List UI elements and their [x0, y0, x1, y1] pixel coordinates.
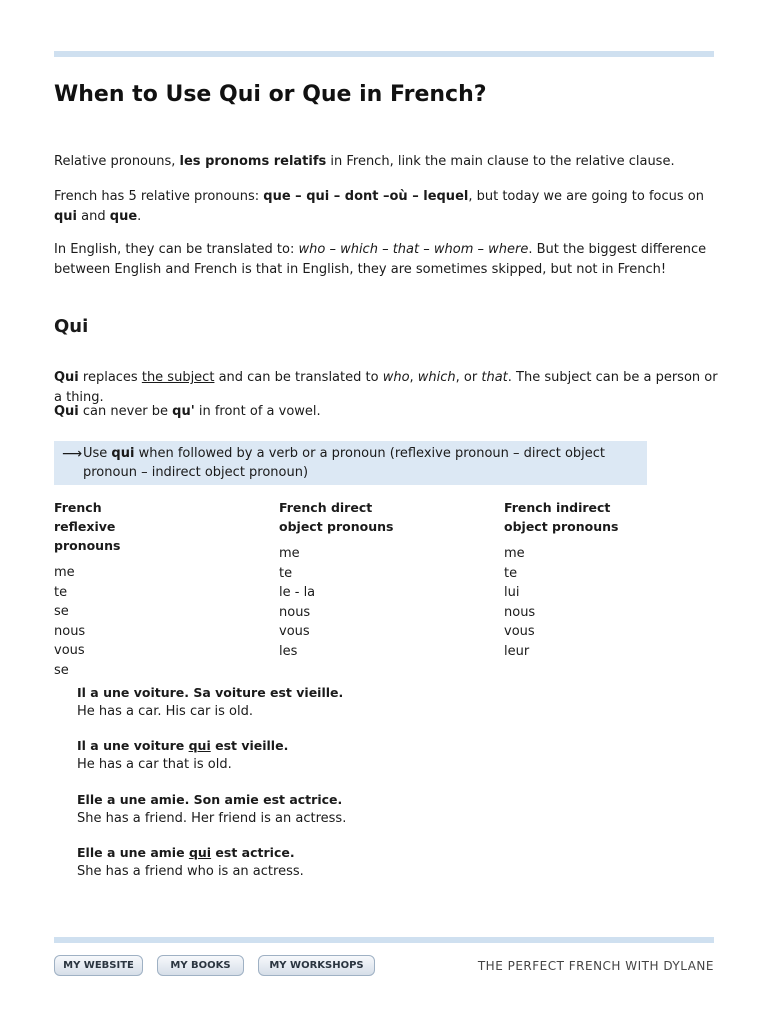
text: French has 5 relative pronouns: [54, 189, 264, 204]
term-qui: Qui [54, 404, 79, 419]
term-que: que [109, 209, 138, 224]
list-item: lui [504, 585, 520, 600]
list-item: vous [504, 624, 535, 639]
example-english: He has a car that is old. [77, 757, 232, 772]
list-item: nous [504, 604, 536, 620]
text: . But the biggest difference between English and French is that in English, they are sometimes skipped, but not in French! [54, 242, 707, 277]
example-french [77, 683, 677, 702]
text: in front of a vowel. [194, 404, 321, 419]
callout-text [83, 444, 639, 482]
qui-paragraph-2 [54, 402, 719, 422]
text: Il a une voiture [77, 738, 189, 753]
english-translations: who – which – that – whom – where [298, 242, 529, 257]
list-item: me [279, 546, 300, 561]
list-item: nous [279, 604, 311, 620]
text: est vieille. [210, 738, 289, 753]
text: Use [83, 446, 112, 461]
example-english: She has a friend who is an actress. [77, 864, 304, 879]
footer-divider [54, 937, 714, 943]
text: est actrice. [211, 845, 295, 860]
term-les-pronoms-relatifs: les pronoms relatifs [179, 154, 327, 169]
usage-callout [54, 441, 647, 485]
word-that: that [481, 370, 508, 385]
underlined-qui: qui [188, 845, 212, 860]
example-french [77, 790, 677, 809]
column-header: French direct object pronouns [279, 500, 394, 534]
page-title: When to Use Qui or Que in French? [54, 82, 487, 107]
column-header: French reflexive pronouns [54, 500, 121, 553]
text: and can be translated to [214, 370, 383, 385]
list-item: nous [54, 623, 86, 639]
list-item: leur [504, 643, 530, 659]
arrow-right-icon: ⟶ [62, 446, 83, 462]
section-title-qui: Qui [54, 316, 89, 337]
pronoun-list [54, 563, 264, 680]
text: , but today we are going to focus on [468, 189, 704, 204]
column-header: French indirect object pronouns [504, 500, 619, 534]
list-item: me [54, 565, 75, 580]
intro-paragraph-3 [54, 240, 719, 280]
list-item: te [54, 584, 68, 600]
example-french [77, 843, 677, 862]
my-workshops-button[interactable]: MY WORKSHOPS [258, 955, 375, 976]
list-item: se [54, 662, 69, 678]
example-3 [77, 790, 677, 828]
my-website-button[interactable]: MY WEBSITE [54, 955, 143, 976]
text: replaces [78, 370, 142, 385]
pronoun-list [279, 544, 489, 661]
list-item: vous [279, 624, 310, 639]
example-1 [77, 683, 677, 721]
text: when followed by a verb or a pronoun (reflexive pronoun – direct object pronoun – indirect object pronoun) [83, 446, 606, 480]
example-english: She has a friend. Her friend is an actress. [77, 811, 347, 826]
text: Il a une voiture. Sa voiture est vieille. [77, 685, 344, 700]
header-divider [54, 51, 714, 57]
text: Elle a une amie. Son amie est actrice. [77, 792, 343, 807]
underlined-qui: qui [188, 738, 211, 753]
list-item: vous [54, 643, 85, 658]
text: Elle a une amie [77, 845, 189, 860]
direct-object-pronouns-column [279, 498, 489, 661]
term-qui: Qui [54, 370, 79, 385]
term-qu-apostrophe: qu' [172, 404, 195, 419]
intro-paragraph-1 [54, 152, 719, 172]
pronoun-list: que – qui – dont –où – lequel [263, 189, 469, 204]
text: , [409, 370, 418, 385]
reflexive-pronouns-column [54, 498, 264, 680]
text: . The subject can be a person or a thing. [54, 370, 718, 405]
text: Relative pronouns, [54, 154, 180, 169]
list-item: te [279, 565, 293, 581]
text: In English, they can be translated to: [54, 242, 299, 257]
text: in French, link the main clause to the relative clause. [326, 154, 675, 169]
list-item: le - la [279, 585, 316, 600]
pronoun-list [504, 544, 714, 661]
word-which: which [417, 370, 456, 385]
footer-brand: THE PERFECT FRENCH WITH DYLANE [477, 959, 714, 973]
example-english: He has a car. His car is old. [77, 704, 253, 719]
word-who: who [382, 370, 410, 385]
text: . [137, 209, 142, 224]
list-item: me [504, 546, 525, 561]
list-item: te [504, 565, 518, 581]
underlined-subject: the subject [141, 370, 215, 385]
list-item: les [279, 643, 298, 659]
term-qui: qui [111, 446, 135, 461]
example-2 [77, 736, 677, 774]
intro-paragraph-2 [54, 187, 719, 227]
example-french [77, 736, 677, 755]
example-4 [77, 843, 677, 881]
text: can never be [78, 404, 173, 419]
text: , or [455, 370, 482, 385]
text: and [77, 209, 110, 224]
indirect-object-pronouns-column [504, 498, 714, 661]
term-qui: qui [54, 209, 78, 224]
list-item: se [54, 604, 69, 619]
my-books-button[interactable]: MY BOOKS [157, 955, 244, 976]
